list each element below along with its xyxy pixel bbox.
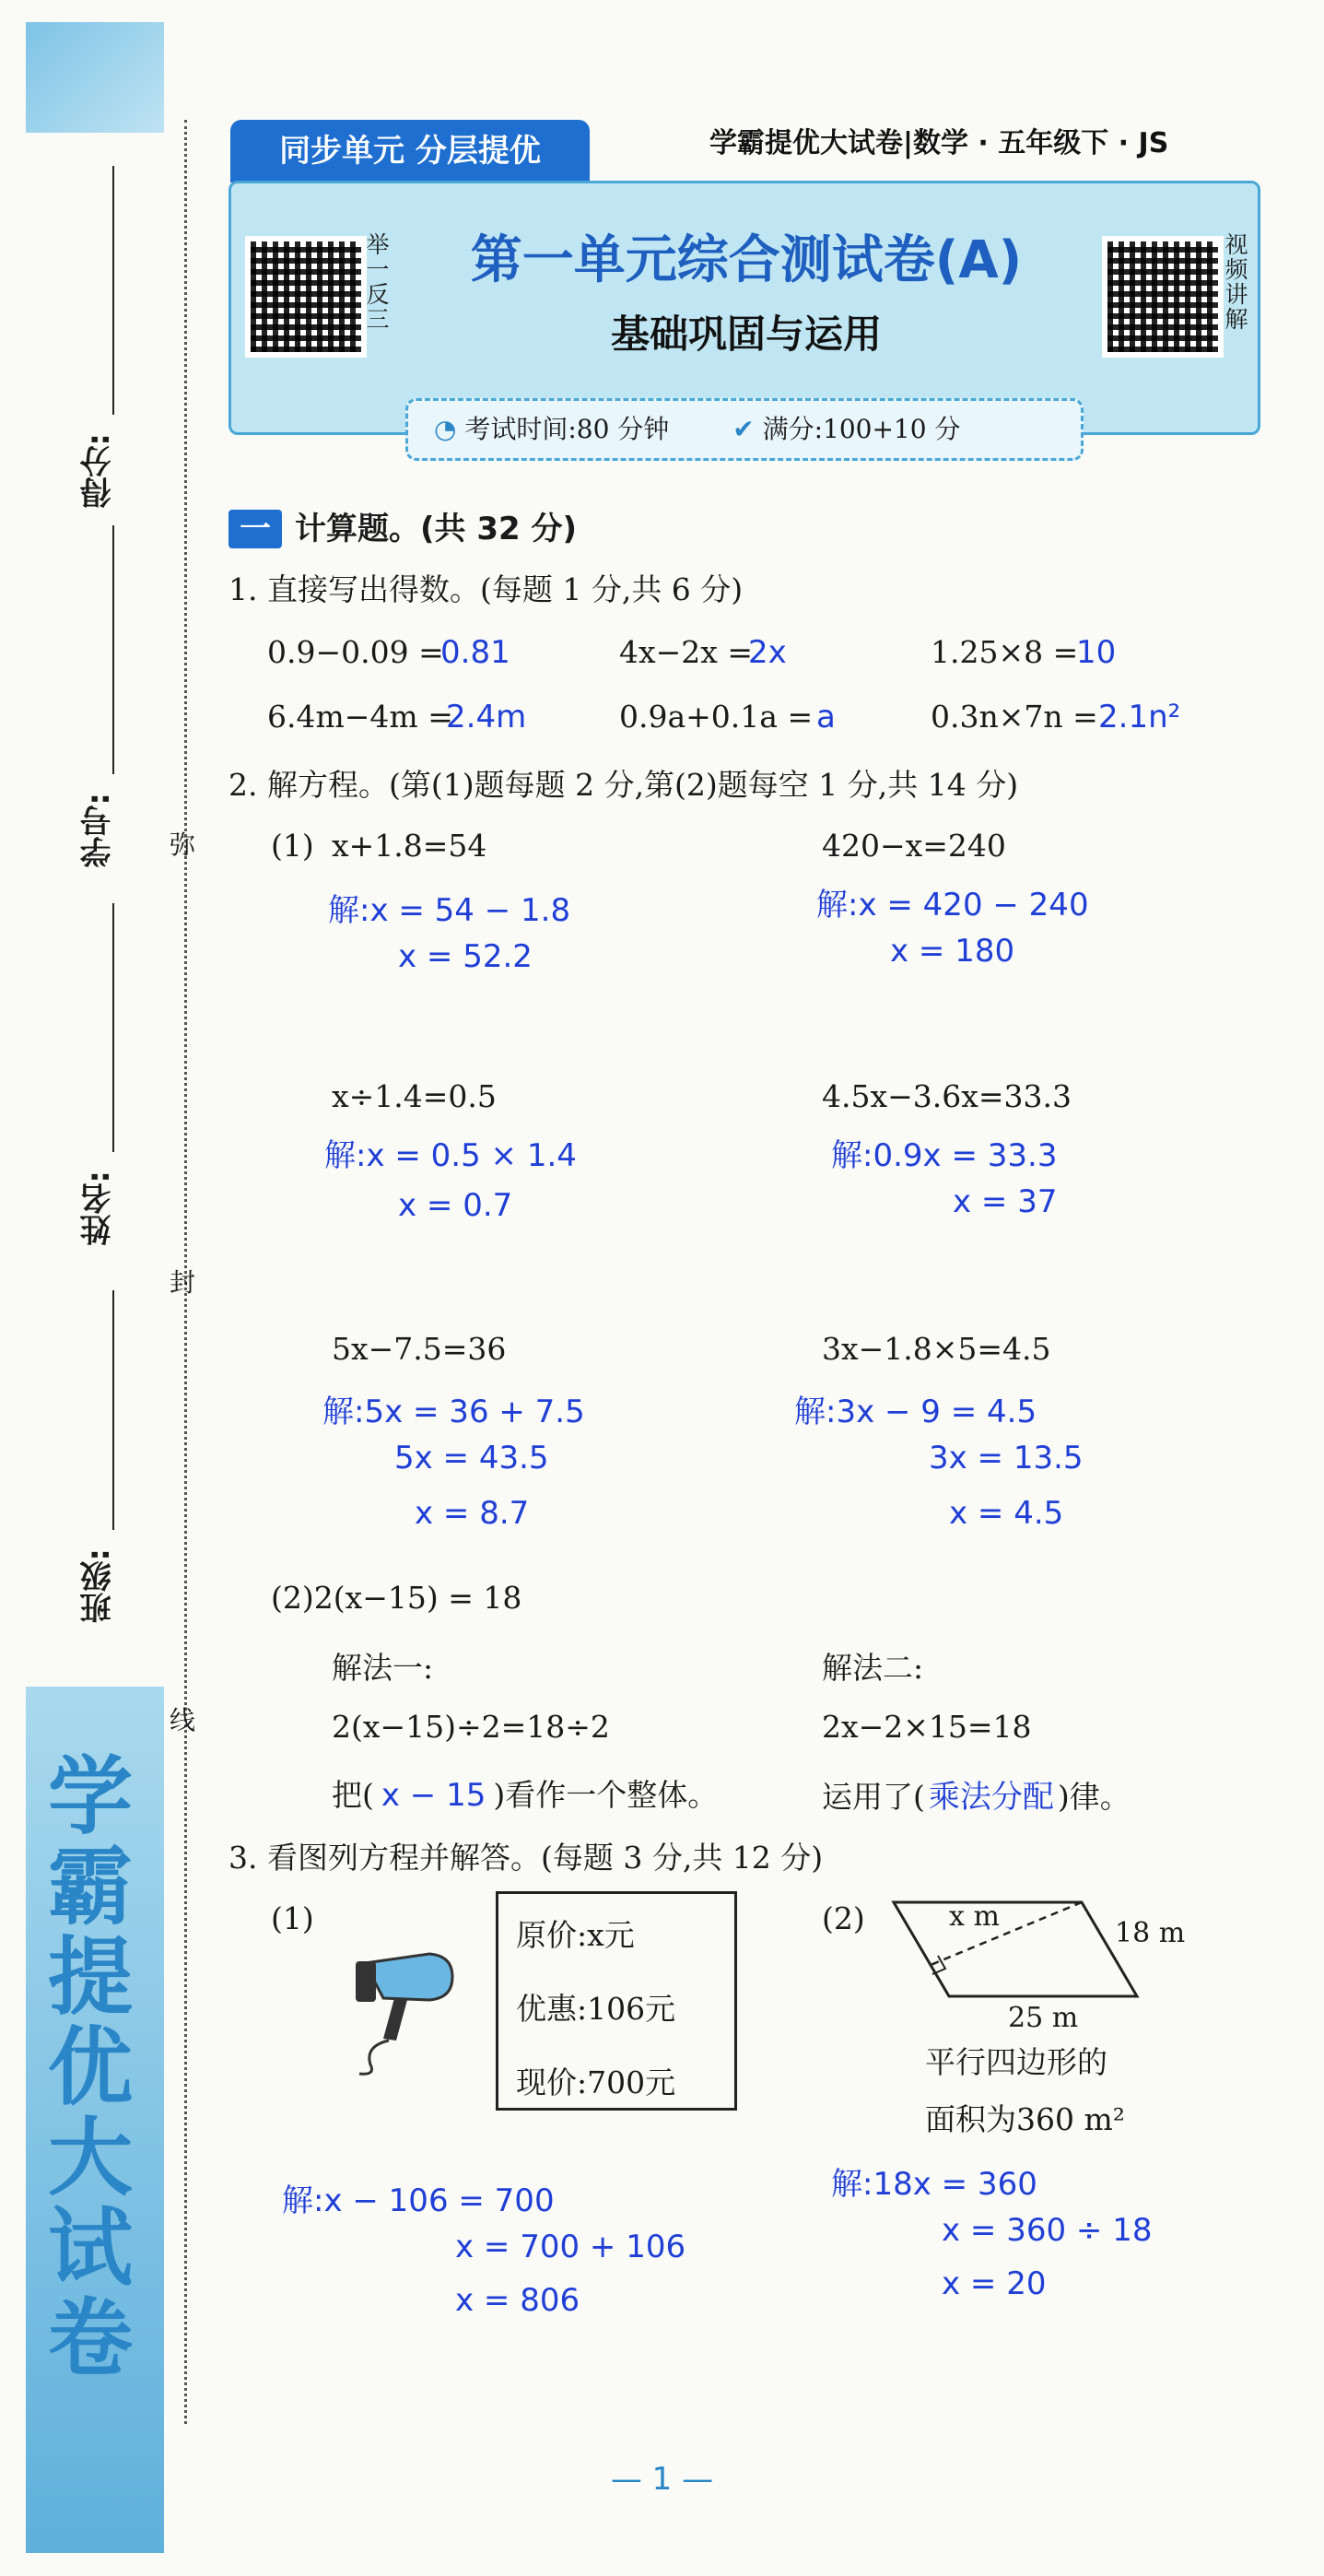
- eq6-step3: x = 4.5: [949, 1495, 1064, 1532]
- seal-char-1: 弥: [170, 829, 196, 860]
- page-title: 第一单元综合测试卷(A): [470, 230, 1023, 290]
- eq1-step1: 解:x = 54 − 1.8: [328, 892, 571, 929]
- score-label: 得分:: [80, 433, 117, 509]
- q2-part1-label: (1): [271, 828, 314, 864]
- method1-blank-answer: x − 15: [381, 1777, 486, 1814]
- current-price: 现价:700元: [516, 2064, 676, 2100]
- parallelogram-caption-1: 平行四边形的: [925, 2044, 1107, 2080]
- method1-equation: 2(x−15)÷2=18÷2: [332, 1709, 610, 1745]
- q1-item-5-question: 0.9a+0.1a =: [619, 699, 814, 735]
- method1-text-pre: 把(: [332, 1777, 374, 1813]
- eq3-question: x÷1.4=0.5: [332, 1078, 497, 1114]
- page-number: — 1 —: [610, 2461, 714, 2498]
- id-label: 学号:: [80, 793, 117, 868]
- full-score: 满分:100+10 分: [762, 414, 961, 444]
- method2-label: 解法二:: [822, 1650, 924, 1686]
- section-heading: [228, 503, 577, 548]
- eq4-step2: x = 37: [953, 1183, 1058, 1220]
- discount: 优惠:106元: [516, 1991, 676, 2027]
- q1-item-3-answer: 10: [1076, 634, 1117, 671]
- q1-item-6-question: 0.3n×7n =: [931, 699, 1098, 735]
- q1-item-5-answer: a: [816, 699, 836, 735]
- eq2-step2: x = 180: [890, 933, 1015, 970]
- method2-blank-answer: 乘法分配: [928, 1779, 1054, 1816]
- exam-info: [405, 398, 1084, 461]
- method1-sentence: [332, 1771, 718, 1815]
- side-brand-text: 学霸提优大试卷: [34, 1751, 133, 2383]
- q1-item-2-question: 4x−2x =: [619, 634, 754, 670]
- q1-item-4-question: 6.4m−4m =: [267, 699, 453, 735]
- q3-part2-label: (2): [822, 1900, 865, 1936]
- eq1-step2: x = 52.2: [398, 938, 533, 975]
- q3-title: 3. 看图列方程并解答。(每题 3 分,共 12 分): [228, 1840, 824, 1876]
- section-title: 计算题。(共 32 分): [295, 511, 578, 547]
- eq6-step1: 解:3x − 9 = 4.5: [794, 1394, 1037, 1430]
- exam-time: 考试时间:80 分钟: [464, 414, 670, 444]
- class-line: [112, 1290, 114, 1530]
- q1-title: 1. 直接写出得数。(每题 1 分,共 6 分): [228, 571, 744, 607]
- eq5-step2: 5x = 43.5: [394, 1440, 549, 1476]
- section-number: 一: [228, 510, 282, 548]
- qr-left-caption: 举一反三: [363, 232, 390, 332]
- base-length-label: 25 m: [1008, 2002, 1079, 2034]
- eq4-question: 4.5x−3.6x=33.3: [822, 1078, 1072, 1114]
- name-label: 姓名:: [80, 1170, 117, 1246]
- q3-p1-step2: x = 700 + 106: [455, 2229, 686, 2265]
- corner-decoration: [26, 22, 164, 133]
- q1-item-2-answer: 2x: [748, 634, 787, 671]
- height-label: x m: [949, 1900, 1000, 1933]
- q1-item-3-question: 1.25×8 =: [931, 634, 1079, 670]
- q3-p2-step2: x = 360 ÷ 18: [942, 2212, 1153, 2249]
- original-price: 原价:x元: [516, 1917, 635, 1953]
- qr-code-right[interactable]: [1102, 236, 1224, 358]
- q1-item-6-answer: 2.1n²: [1098, 699, 1181, 735]
- q3-part1-label: (1): [271, 1900, 314, 1936]
- method2-text-post: )律。: [1057, 1779, 1131, 1815]
- q2-part2-equation: (2)2(x−15) = 18: [271, 1580, 522, 1616]
- eq5-question: 5x−7.5=36: [332, 1331, 507, 1367]
- eq6-question: 3x−1.8×5=4.5: [822, 1331, 1051, 1367]
- eq6-step2: 3x = 13.5: [929, 1440, 1084, 1476]
- id-line: [112, 525, 114, 774]
- check-icon: ✔: [732, 414, 755, 444]
- q1-item-1-question: 0.9−0.09 =: [267, 634, 444, 670]
- method2-equation: 2x−2×15=18: [822, 1709, 1032, 1745]
- unit-tag: 同步单元 分层提优: [230, 120, 590, 182]
- parallelogram-diagram: [890, 1895, 1148, 2006]
- q3-p1-step3: x = 806: [455, 2282, 580, 2319]
- method2-sentence: [822, 1771, 1131, 1817]
- seal-char-3: 线: [170, 1705, 196, 1735]
- page-subtitle: 基础巩固与运用: [610, 312, 882, 357]
- seal-char-2: 封: [170, 1267, 196, 1298]
- eq1-question: x+1.8=54: [332, 828, 487, 864]
- q1-item-1-answer: 0.81: [440, 634, 510, 671]
- eq3-step1: 解:x = 0.5 × 1.4: [324, 1137, 577, 1174]
- hair-dryer-icon: [328, 1935, 466, 2083]
- q1-item-4-answer: 2.4m: [446, 699, 527, 735]
- class-label: 班级:: [80, 1548, 117, 1624]
- qr-right-caption: 视频讲解: [1222, 232, 1248, 332]
- eq3-step2: x = 0.7: [398, 1187, 513, 1224]
- method1-text-post: )看作一个整体。: [493, 1777, 719, 1813]
- qr-code-left[interactable]: [245, 236, 367, 358]
- eq5-step1: 解:5x = 36 + 7.5: [322, 1394, 585, 1430]
- score-line: [112, 166, 114, 415]
- side-length-label: 18 m: [1115, 1917, 1186, 1949]
- q3-p1-step1: 解:x − 106 = 700: [282, 2182, 555, 2219]
- method2-text-pre: 运用了(: [822, 1779, 925, 1815]
- eq2-step1: 解:x = 420 − 240: [816, 887, 1089, 923]
- q3-p2-step3: x = 20: [942, 2265, 1047, 2302]
- parallelogram-caption-2: 面积为360 m²: [925, 2101, 1125, 2137]
- method1-label: 解法一:: [332, 1650, 434, 1686]
- clock-icon: ◔: [434, 414, 457, 444]
- eq2-question: 420−x=240: [822, 828, 1006, 864]
- name-line: [112, 903, 114, 1152]
- q3-p2-step1: 解:18x = 360: [831, 2166, 1037, 2203]
- series-title: 学霸提优大试卷|数学 · 五年级下 · JS: [709, 127, 1169, 159]
- q2-title: 2. 解方程。(第(1)题每题 2 分,第(2)题每空 1 分,共 14 分): [228, 767, 1019, 803]
- eq5-step3: x = 8.7: [415, 1495, 530, 1532]
- eq4-step1: 解:0.9x = 33.3: [831, 1137, 1058, 1174]
